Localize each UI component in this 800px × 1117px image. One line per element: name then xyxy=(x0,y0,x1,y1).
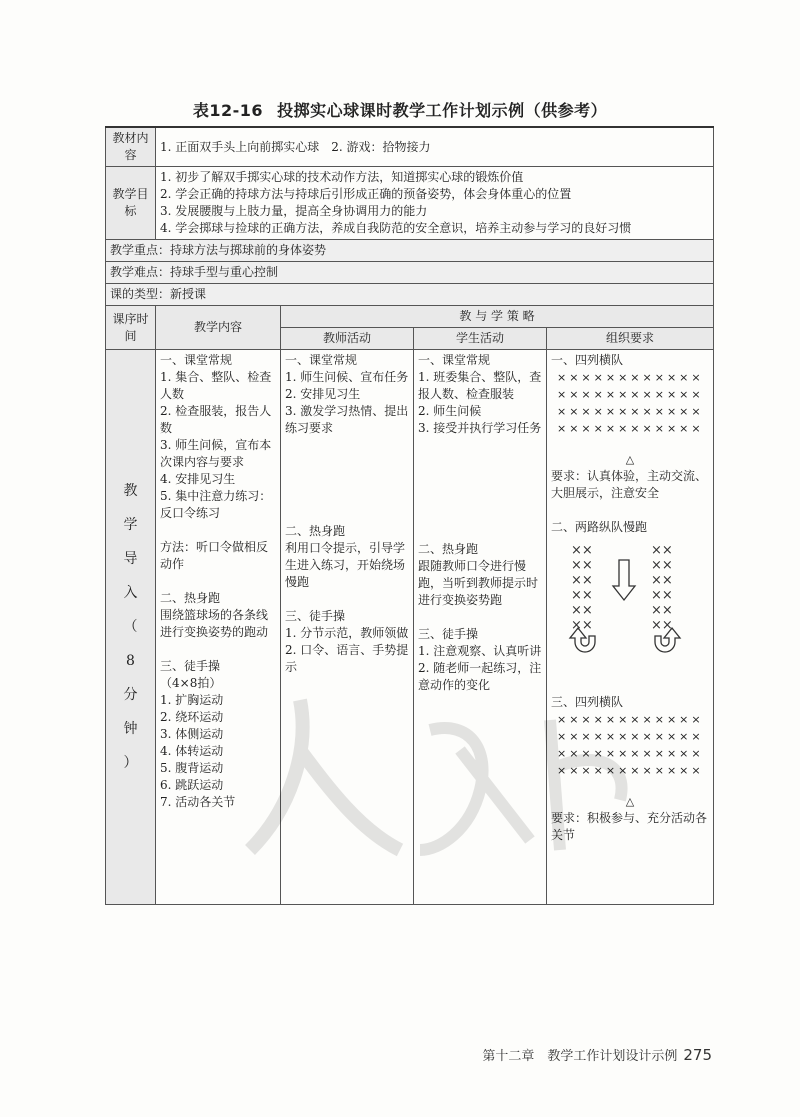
teacher-line: 二、热身跑 xyxy=(285,524,346,538)
student-line: 1. 班委集合、整队，查报人数、检查服装 xyxy=(418,370,542,401)
content-line: 二、热身跑 xyxy=(160,591,221,605)
header-content: 教学内容 xyxy=(156,306,281,350)
phase-row xyxy=(106,350,714,905)
two-column-formation-diagram xyxy=(551,540,709,660)
objective-item: 1. 初步了解双手掷实心球的技术动作方法，知道掷实心球的锻炼价值 xyxy=(160,170,524,184)
lesson-type: 课的类型：新授课 xyxy=(106,284,714,306)
teacher-line: 三、徒手操 xyxy=(285,609,346,623)
student-cell xyxy=(414,350,547,905)
svg-text:××: ×× xyxy=(571,543,593,558)
student-line: 2. 随老师一起练习，注意动作的变化 xyxy=(418,661,542,692)
student-line: 二、热身跑 xyxy=(418,542,479,556)
phase-char: 导 xyxy=(123,551,138,567)
objective-item: 2. 学会正确的持球方法与持球后引形成正确的预备姿势，体会身体重心的位置 xyxy=(160,187,572,201)
objectives-row xyxy=(106,167,714,240)
formation-row: ×××××××××××× xyxy=(557,388,704,401)
phase-char: ） xyxy=(123,755,138,771)
svg-text:××: ×× xyxy=(571,558,593,573)
content-line: 1. 集合、整队、检查人数 xyxy=(160,370,272,401)
phase-char: 8 xyxy=(126,653,135,669)
running-route-icon xyxy=(551,540,701,660)
formation-row: ×××××××××××× xyxy=(557,747,704,760)
formation-row: ×××××××××××× xyxy=(557,405,704,418)
svg-text:××: ×× xyxy=(571,573,593,588)
phase-char: （ xyxy=(123,619,138,635)
objectives-list xyxy=(156,167,714,240)
key-point-row xyxy=(106,240,714,262)
content-line: 1. 扩胸运动 xyxy=(160,693,224,707)
teacher-line: 利用口令提示，引导学生进入练习，开始绕场慢跑 xyxy=(285,541,406,589)
content-line: （4×8拍） xyxy=(160,676,222,690)
org-cell xyxy=(547,350,714,905)
phase-char: 学 xyxy=(123,517,138,533)
teacher-line: 一、课堂常规 xyxy=(285,353,358,367)
lesson-plan-table xyxy=(105,126,714,905)
svg-text:××: ×× xyxy=(651,558,673,573)
content-line: 3. 体侧运动 xyxy=(160,727,224,741)
student-line: 1. 注意观察、认真听讲 xyxy=(418,644,542,658)
difficulty: 教学难点：持球手型与重心控制 xyxy=(106,262,714,284)
formation-row: ×××××××××××× xyxy=(557,764,704,777)
header-row-1 xyxy=(106,306,714,328)
student-line: 2. 师生问候 xyxy=(418,404,482,418)
content-line: 2. 检查服装，报告人数 xyxy=(160,404,272,435)
teacher-line: 1. 分节示范，教师领做 xyxy=(285,626,409,640)
requirement-text: 要求：认真体验，主动交流、大胆展示，注意安全 xyxy=(551,469,708,500)
svg-text:××: ×× xyxy=(571,588,593,603)
formation-row: ×××××××××××× xyxy=(557,730,704,743)
materials-label: 教材内容 xyxy=(106,127,156,167)
teacher-position-icon: △ xyxy=(625,795,635,808)
key-point: 教学重点：持球方法与掷球前的身体姿势 xyxy=(106,240,714,262)
student-line: 3. 接受并执行学习任务 xyxy=(418,421,542,435)
table-title xyxy=(0,98,800,121)
teacher-line: 2. 安排见习生 xyxy=(285,387,361,401)
svg-text:××: ×× xyxy=(651,543,673,558)
header-org: 组织要求 xyxy=(547,328,714,350)
phase-char: 分 xyxy=(123,687,138,703)
content-line: 4. 体转运动 xyxy=(160,744,224,758)
content-line: 围绕篮球场的各条线进行变换姿势的跑动 xyxy=(160,608,269,639)
formation-title: 三、四列横队 xyxy=(551,695,624,709)
page-footer xyxy=(482,1045,712,1064)
table-title-text: 投掷实心球课时教学工作计划示例（供参考） xyxy=(277,101,608,120)
content-line: 5. 集中注意力练习： xyxy=(160,489,272,503)
content-line: 一、课堂常规 xyxy=(160,353,233,367)
svg-text:××: ×× xyxy=(651,573,673,588)
difficulty-row xyxy=(106,262,714,284)
content-line: 7. 活动各关节 xyxy=(160,795,236,809)
content-line: 三、徒手操 xyxy=(160,659,221,673)
content-line: 6. 跳跃运动 xyxy=(160,778,224,792)
materials-value: 1. 正面双手头上向前掷实心球 2. 游戏：拾物接力 xyxy=(156,127,714,167)
svg-text:××: ×× xyxy=(651,588,673,603)
header-strategy: 教 与 学 策 略 xyxy=(281,306,714,328)
student-line: 三、徒手操 xyxy=(418,627,479,641)
content-line: 3. 师生问候，宣布本次课内容与要求 xyxy=(160,438,272,469)
objectives-label: 教学目标 xyxy=(106,167,156,240)
phase-char: 教 xyxy=(123,483,138,499)
header-student: 学生活动 xyxy=(414,328,547,350)
student-line: 跟随教师口令进行慢跑，当听到教师提示时进行变换姿势跑 xyxy=(418,559,539,607)
teacher-line: 1. 师生问候、宣布任务 xyxy=(285,370,409,384)
svg-text:××: ×× xyxy=(651,603,673,618)
teacher-position-icon: △ xyxy=(625,453,635,466)
header-sequence: 课序时间 xyxy=(106,306,156,350)
content-line: 4. 安排见习生 xyxy=(160,472,236,486)
formation-title: 二、两路纵队慢跑 xyxy=(551,520,648,534)
phase-char: 入 xyxy=(123,585,138,601)
content-cell xyxy=(156,350,281,905)
lesson-type-row xyxy=(106,284,714,306)
content-line: 方法：听口令做相反动作 xyxy=(160,540,269,571)
content-line: 2. 绕环运动 xyxy=(160,710,224,724)
svg-text:××: ×× xyxy=(571,603,593,618)
materials-row xyxy=(106,127,714,167)
student-line: 一、课堂常规 xyxy=(418,353,491,367)
formation-row: ×××××××××××× xyxy=(557,422,704,435)
phase-char: 钟 xyxy=(123,721,138,737)
content-line: 5. 腹背运动 xyxy=(160,761,224,775)
svg-text:××: ×× xyxy=(571,618,593,633)
table-number: 表12-16 xyxy=(192,101,264,120)
objective-item: 4. 学会掷球与捡球的正确方法，养成自我防范的安全意识，培养主动参与学习的良好习惯 xyxy=(160,221,632,235)
phase-label xyxy=(106,350,156,905)
teacher-line: 3. 激发学习热情、提出练习要求 xyxy=(285,404,409,435)
formation-title: 一、四列横队 xyxy=(551,353,624,367)
teacher-cell xyxy=(281,350,414,905)
header-teacher: 教师活动 xyxy=(281,328,414,350)
svg-text:××: ×× xyxy=(651,618,673,633)
content-line: 反口令练习 xyxy=(160,506,221,520)
formation-row: ×××××××××××× xyxy=(557,713,704,726)
teacher-line: 2. 口令、语言、手势提示 xyxy=(285,643,409,674)
page-number: 275 xyxy=(683,1046,712,1064)
objective-item: 3. 发展腰腹与上肢力量，提高全身协调用力的能力 xyxy=(160,204,428,218)
formation-row: ×××××××××××× xyxy=(557,371,704,384)
chapter-title: 第十二章 教学工作计划设计示例 xyxy=(482,1049,678,1064)
requirement-text: 要求：积极参与、充分活动各关节 xyxy=(551,811,708,842)
